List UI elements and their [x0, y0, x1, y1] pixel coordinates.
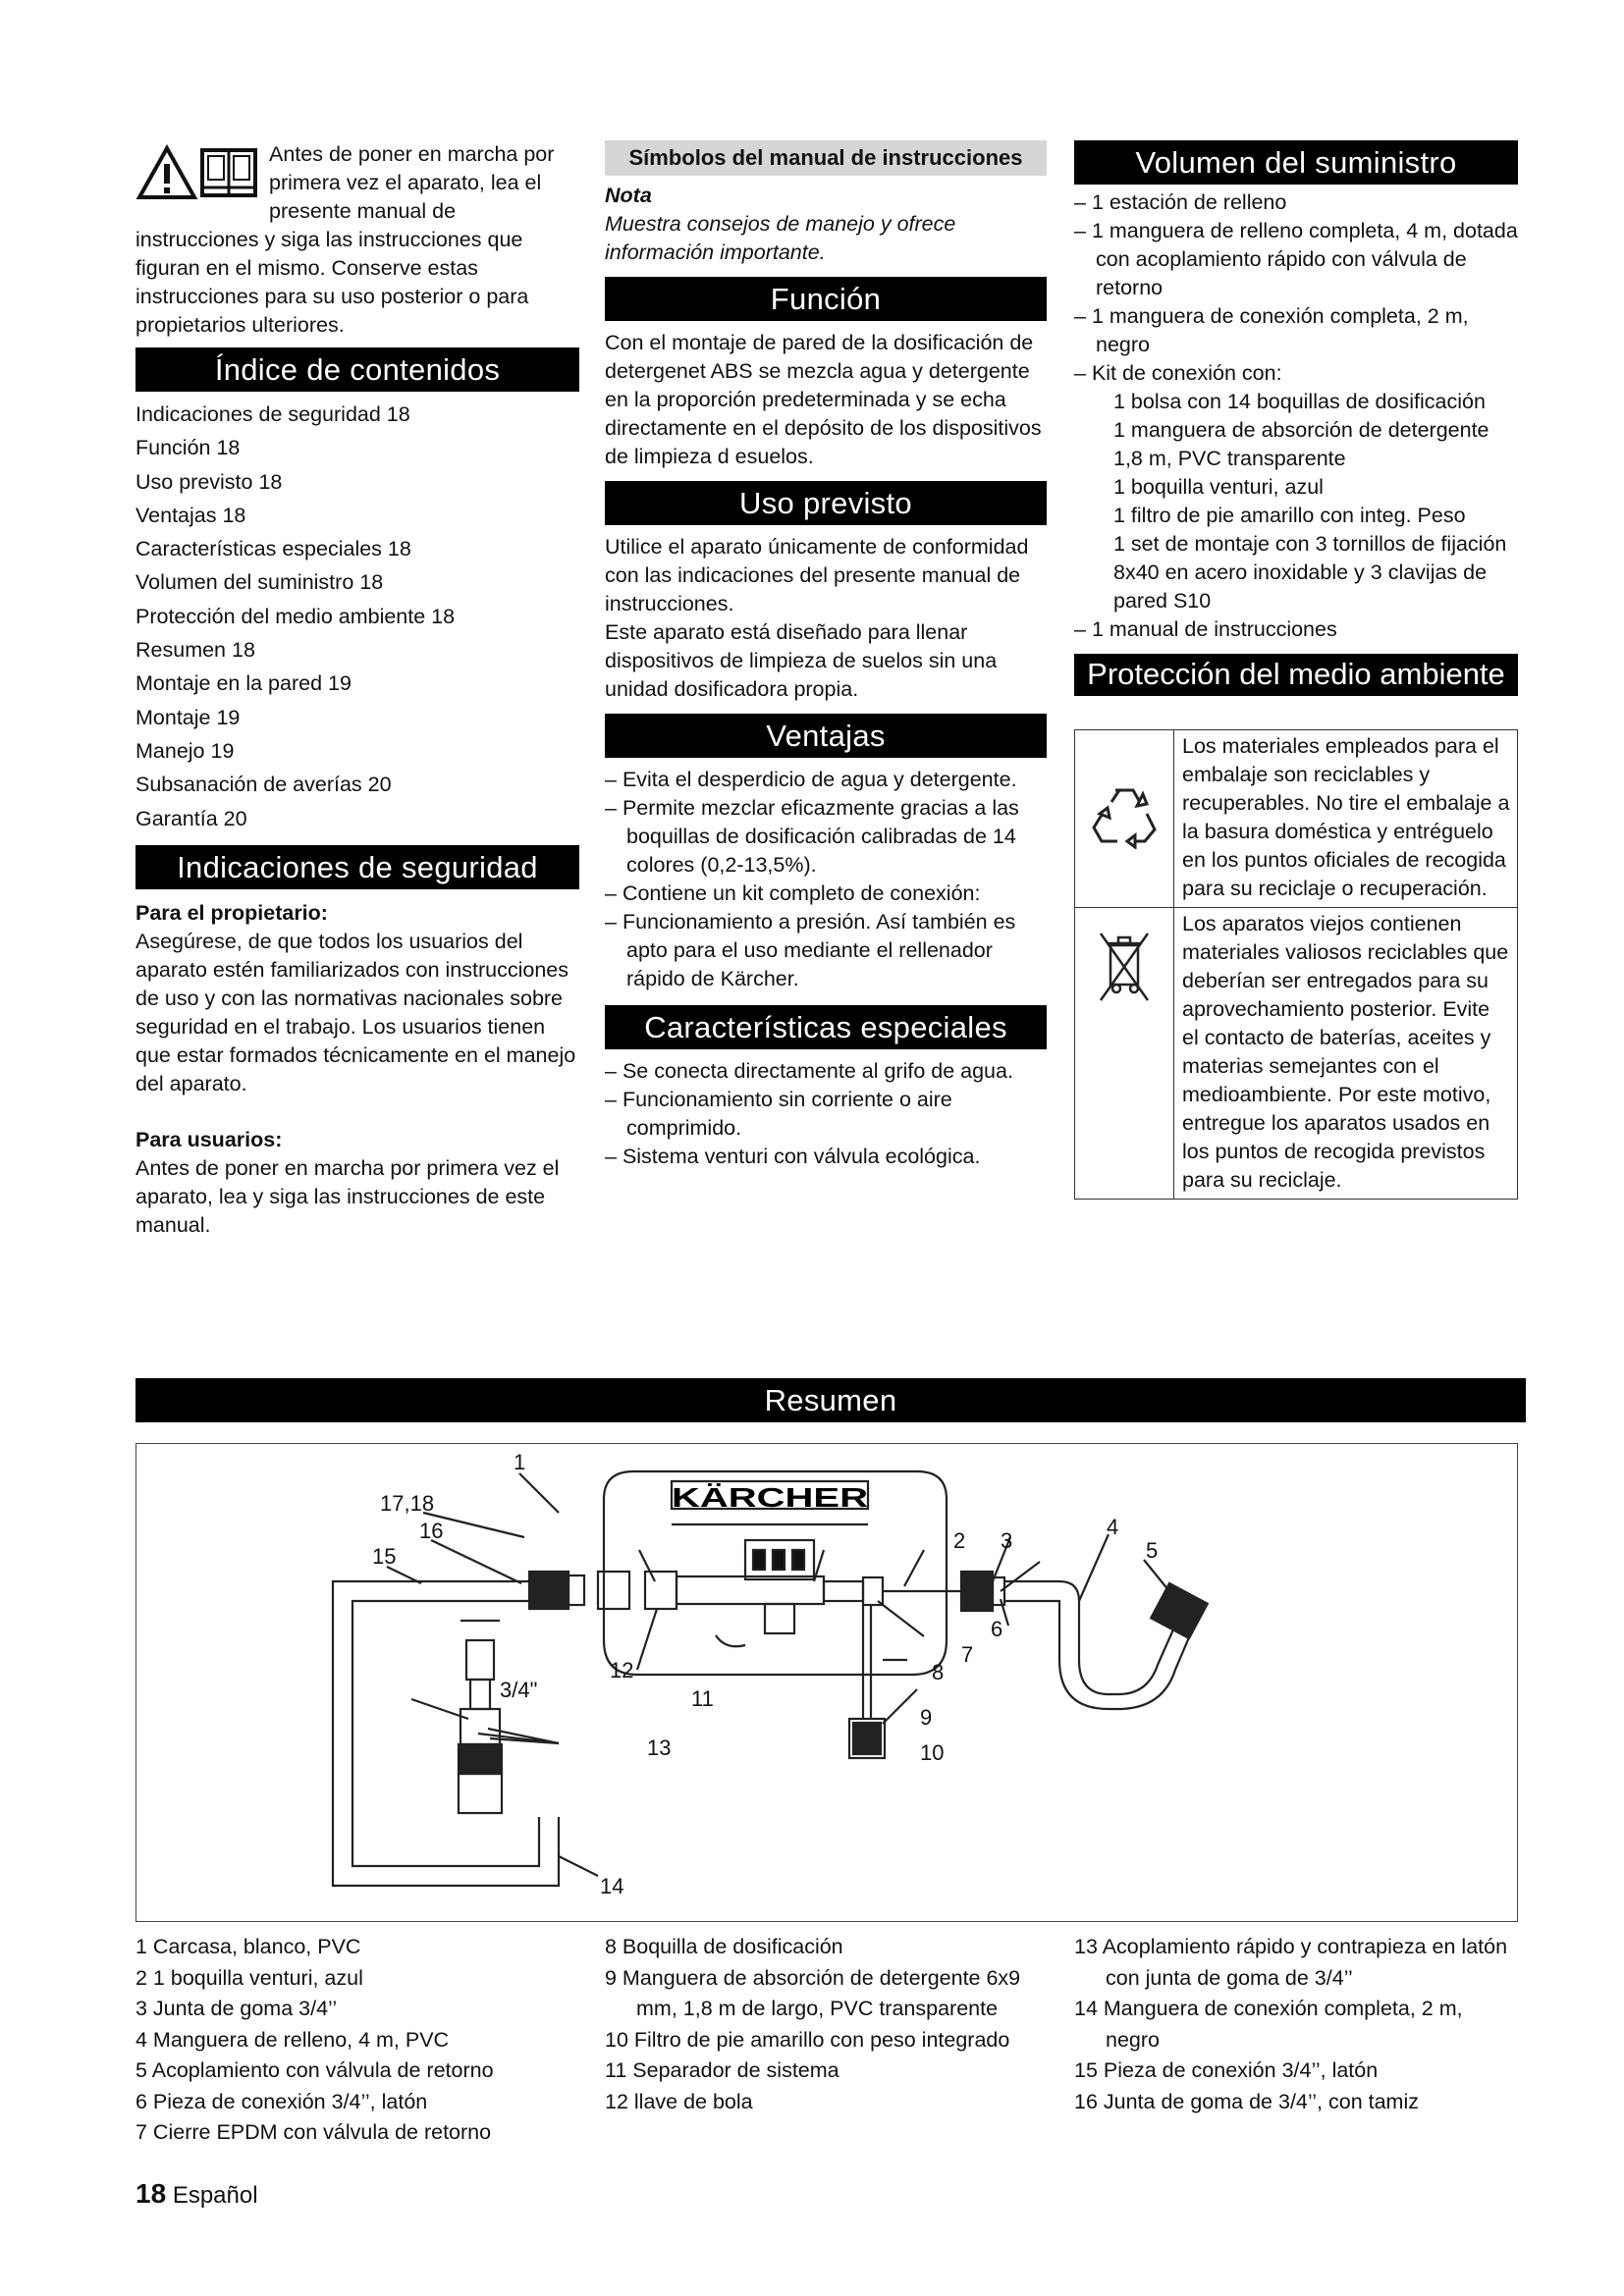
list-item: 11 Separador de sistema	[605, 2058, 839, 2082]
list-item: – Permite mezclar eficazmente gracias a las boquillas de dosificación calibradas de 14 colores (0,2-13,5%).	[605, 794, 1047, 880]
advantages-title: Ventajas	[605, 714, 1047, 758]
list-item: – Funcionamiento a presión. Así también es apto para el uso mediante el rellenador rápido de Kärcher.	[605, 908, 1047, 993]
list-item: – Contiene un kit completo de conexión:	[605, 880, 1047, 908]
callout-label: 1	[514, 1450, 526, 1474]
function-text: Con el montaje de pared de la dosificación de detergenet ABS se mezcla agua y detergente en la proporción predeterminada y se echa directamente en el depósito de los dispositivos de limpieza d esuelos.	[605, 331, 1042, 468]
manifold	[677, 1576, 824, 1604]
weee-icon-cell	[1075, 908, 1174, 1200]
callout-label: 11	[691, 1686, 714, 1711]
list-item: – Kit de conexión con:	[1074, 359, 1518, 388]
note-label: Nota	[605, 184, 652, 207]
list-item: 16 Junta de goma de 3/4’’, con tamiz	[1074, 2089, 1419, 2113]
list-item: 14 Manguera de conexión completa, 2 m, negro	[1074, 1997, 1463, 2052]
environment-title: Protección del medio ambiente	[1074, 654, 1518, 696]
toc-item[interactable]: Uso previsto 18	[135, 469, 283, 494]
resumen-title: Resumen	[135, 1378, 1526, 1422]
callout-label: 4	[1107, 1515, 1119, 1539]
callout-label: 16	[419, 1519, 444, 1543]
callout-label: 8	[932, 1660, 945, 1684]
users-text: Antes de poner en marcha por primera vez el aparato, lea y siga las instrucciones de este manual.	[135, 1155, 560, 1237]
toc-item[interactable]: Ventajas 18	[135, 503, 246, 527]
list-item: 2 1 boquilla venturi, azul	[135, 1965, 363, 1990]
callout-label: 12	[610, 1658, 634, 1682]
callout-label: 13	[647, 1735, 672, 1760]
list-item: 12 llave de bola	[605, 2089, 753, 2113]
left-coupling	[529, 1572, 568, 1609]
toc-item[interactable]: Montaje 19	[135, 705, 241, 729]
table-row	[1075, 908, 1518, 1200]
column-right	[1074, 140, 1518, 1200]
list-item: 13 Acoplamiento rápido y contrapieza en latón con junta de goma de 3/4’’	[1074, 1935, 1508, 1990]
toc-item[interactable]: Garantía 20	[135, 806, 247, 830]
advantages-list	[605, 766, 1047, 993]
kit-item: 1 boquilla venturi, azul	[1113, 475, 1324, 499]
list-item: – Funcionamiento sin corriente o aire comprimido.	[605, 1086, 1047, 1143]
brand-logo: KÄRCHER	[672, 1482, 868, 1513]
symbols-title: Símbolos del manual de instrucciones	[605, 140, 1047, 176]
callout-label: 7	[961, 1642, 974, 1667]
callout-label: 17,18	[380, 1491, 435, 1516]
intro-block	[135, 140, 579, 340]
list-item: – Evita el desperdicio de agua y detergente.	[605, 766, 1047, 794]
list-item: – Sistema venturi con válvula ecológica.	[605, 1143, 1047, 1171]
right-coupling	[961, 1572, 993, 1611]
callout-label: 9	[920, 1705, 933, 1730]
callout-label: 3	[1001, 1528, 1013, 1553]
recycle-icon-cell	[1075, 730, 1174, 908]
supply-title: Volumen del suministro	[1074, 140, 1518, 185]
special-title: Características especiales	[605, 1005, 1047, 1049]
list-item: – Se conecta directamente al grifo de agua.	[605, 1057, 1047, 1086]
note-text: Muestra consejos de manejo y ofrece información importante.	[605, 212, 956, 264]
use-title: Uso previsto	[605, 481, 1047, 525]
kit-item: 1 filtro de pie amarillo con integ. Peso	[1113, 504, 1466, 527]
filling-hose	[1004, 1581, 1177, 1694]
table-of-contents	[135, 398, 579, 835]
callout-label: 3/4"	[500, 1678, 538, 1702]
toc-title: Índice de contenidos	[135, 347, 579, 392]
list-item: – 1 manual de instrucciones	[1074, 615, 1518, 644]
kit-item: 1 bolsa con 14 boquillas de dosificación	[1113, 390, 1486, 413]
callout-label: 5	[1146, 1538, 1159, 1563]
warning-manual-icon	[135, 144, 261, 201]
parts-list-2	[605, 1932, 1052, 2117]
function-title: Función	[605, 277, 1047, 321]
toc-item[interactable]: Volumen del suministro 18	[135, 570, 384, 595]
toc-item[interactable]: Características especiales 18	[135, 537, 411, 561]
recycle-text: Los materiales empleados para el embalaje son reciclables y recuperables. No tire el embalaje a la basura doméstica y entréguelo en los puntos oficiales de recogida para su reciclaje o recuperación.	[1174, 730, 1518, 908]
list-item: – 1 manguera de relleno completa, 4 m, dotada con acoplamiento rápido con válvula de retorno	[1074, 217, 1518, 302]
toc-item[interactable]: Indicaciones de seguridad 18	[135, 402, 410, 426]
toc-item[interactable]: Función 18	[135, 436, 241, 460]
special-list	[605, 1057, 1047, 1171]
crossed-bin-icon	[1095, 928, 1154, 1006]
list-item: 4 Manguera de relleno, 4 m, PVC	[135, 2027, 450, 2052]
toc-item[interactable]: Resumen 18	[135, 638, 255, 663]
intro-text: Antes de poner en marcha por primera vez el aparato, lea el presente manual de instrucciones y siga las instrucciones que figuran en el mismo. Conserve estas instrucciones para su uso posterior o para propietarios ulteriores.	[135, 142, 555, 337]
footer-language: Español	[172, 2182, 258, 2209]
list-item: – 1 manguera de conexión completa, 2 m, negro	[1074, 302, 1518, 359]
devices-text: Los aparatos viejos contienen materiales valiosos reciclables que deberían ser entregados para su aprovechamiento posterior. Evite el contacto de baterías, aceites y materias semejantes con el medioambiente. Por este motivo, entregue los aparatos usados en los puntos de recogida previstos para su reciclaje.	[1174, 908, 1518, 1200]
kit-list	[1074, 388, 1518, 615]
toc-item[interactable]: Subsanación de averías 20	[135, 773, 392, 797]
list-item: 3 Junta de goma 3/4’’	[135, 1997, 338, 2020]
use-text-2: Este aparato está diseñado para llenar dispositivos de limpieza de suelos sin una unidad dosificadora propia.	[605, 620, 998, 701]
list-item: 1 Carcasa, blanco, PVC	[135, 1935, 361, 1958]
owner-heading: Para el propietario:	[135, 900, 328, 925]
parts-list-3	[1074, 1932, 1518, 2117]
list-item: 9 Manguera de absorción de detergente 6x9 mm, 1,8 m de largo, PVC transparente	[605, 1965, 1021, 2020]
owner-text: Asegúrese, de que todos los usuarios del aparato estén familiarizados con instrucciones de uso y con las normativas nacionales sobre seguridad en el trabajo. Los usuarios tienen que estar formados técnicamente en el manejo del aparato.	[135, 929, 576, 1095]
overview-diagram	[135, 1443, 1518, 1922]
list-item: 6 Pieza de conexión 3/4’’, latón	[135, 2089, 428, 2113]
callout-label: 10	[920, 1740, 945, 1765]
supply-list-end	[1074, 615, 1518, 644]
list-item: 10 Filtro de pie amarillo con peso integrado	[605, 2027, 1010, 2052]
list-item: – 1 estación de relleno	[1074, 188, 1518, 217]
recycle-icon	[1090, 780, 1159, 849]
callout-label: 6	[991, 1617, 1003, 1641]
parts-list-1	[135, 1932, 587, 2149]
page-footer	[135, 2179, 258, 2210]
kit-item: 1 set de montaje con 3 tornillos de fijación 8x40 en acero inoxidable y 3 clavijas de pared S10	[1113, 532, 1507, 613]
return-valve-coupling	[1151, 1583, 1208, 1638]
list-item: 8 Boquilla de dosificación	[605, 1935, 843, 1958]
toc-item[interactable]: Montaje en la pared 19	[135, 671, 352, 696]
page-number: 18	[135, 2178, 167, 2209]
users-heading: Para usuarios:	[135, 1127, 283, 1151]
toc-item[interactable]: Manejo 19	[135, 738, 235, 763]
callout-label: 14	[600, 1874, 624, 1898]
connection-hose	[333, 1581, 559, 1886]
callout-label: 15	[372, 1544, 397, 1569]
overview-diagram-svg	[136, 1444, 1516, 1920]
toc-item[interactable]: Protección del medio ambiente 18	[135, 604, 456, 628]
kit-item: 1 manguera de absorción de detergente 1,8 m, PVC transparente	[1113, 418, 1489, 470]
list-item: 15 Pieza de conexión 3/4’’, latón	[1074, 2058, 1379, 2082]
safety-title: Indicaciones de seguridad	[135, 845, 579, 889]
list-item: 5 Acoplamiento con válvula de retorno	[135, 2058, 494, 2082]
column-middle	[605, 140, 1047, 1171]
supply-list	[1074, 188, 1518, 388]
environment-table	[1074, 729, 1518, 1200]
inlet-nut	[645, 1572, 677, 1609]
table-row	[1075, 730, 1518, 908]
list-item: 7 Cierre EPDM con válvula de retorno	[135, 2120, 492, 2144]
column-left	[135, 140, 579, 1240]
use-text-1: Utilice el aparato únicamente de conformidad con las indicaciones del presente manual de instrucciones.	[605, 535, 1029, 615]
callout-label: 2	[953, 1528, 966, 1553]
